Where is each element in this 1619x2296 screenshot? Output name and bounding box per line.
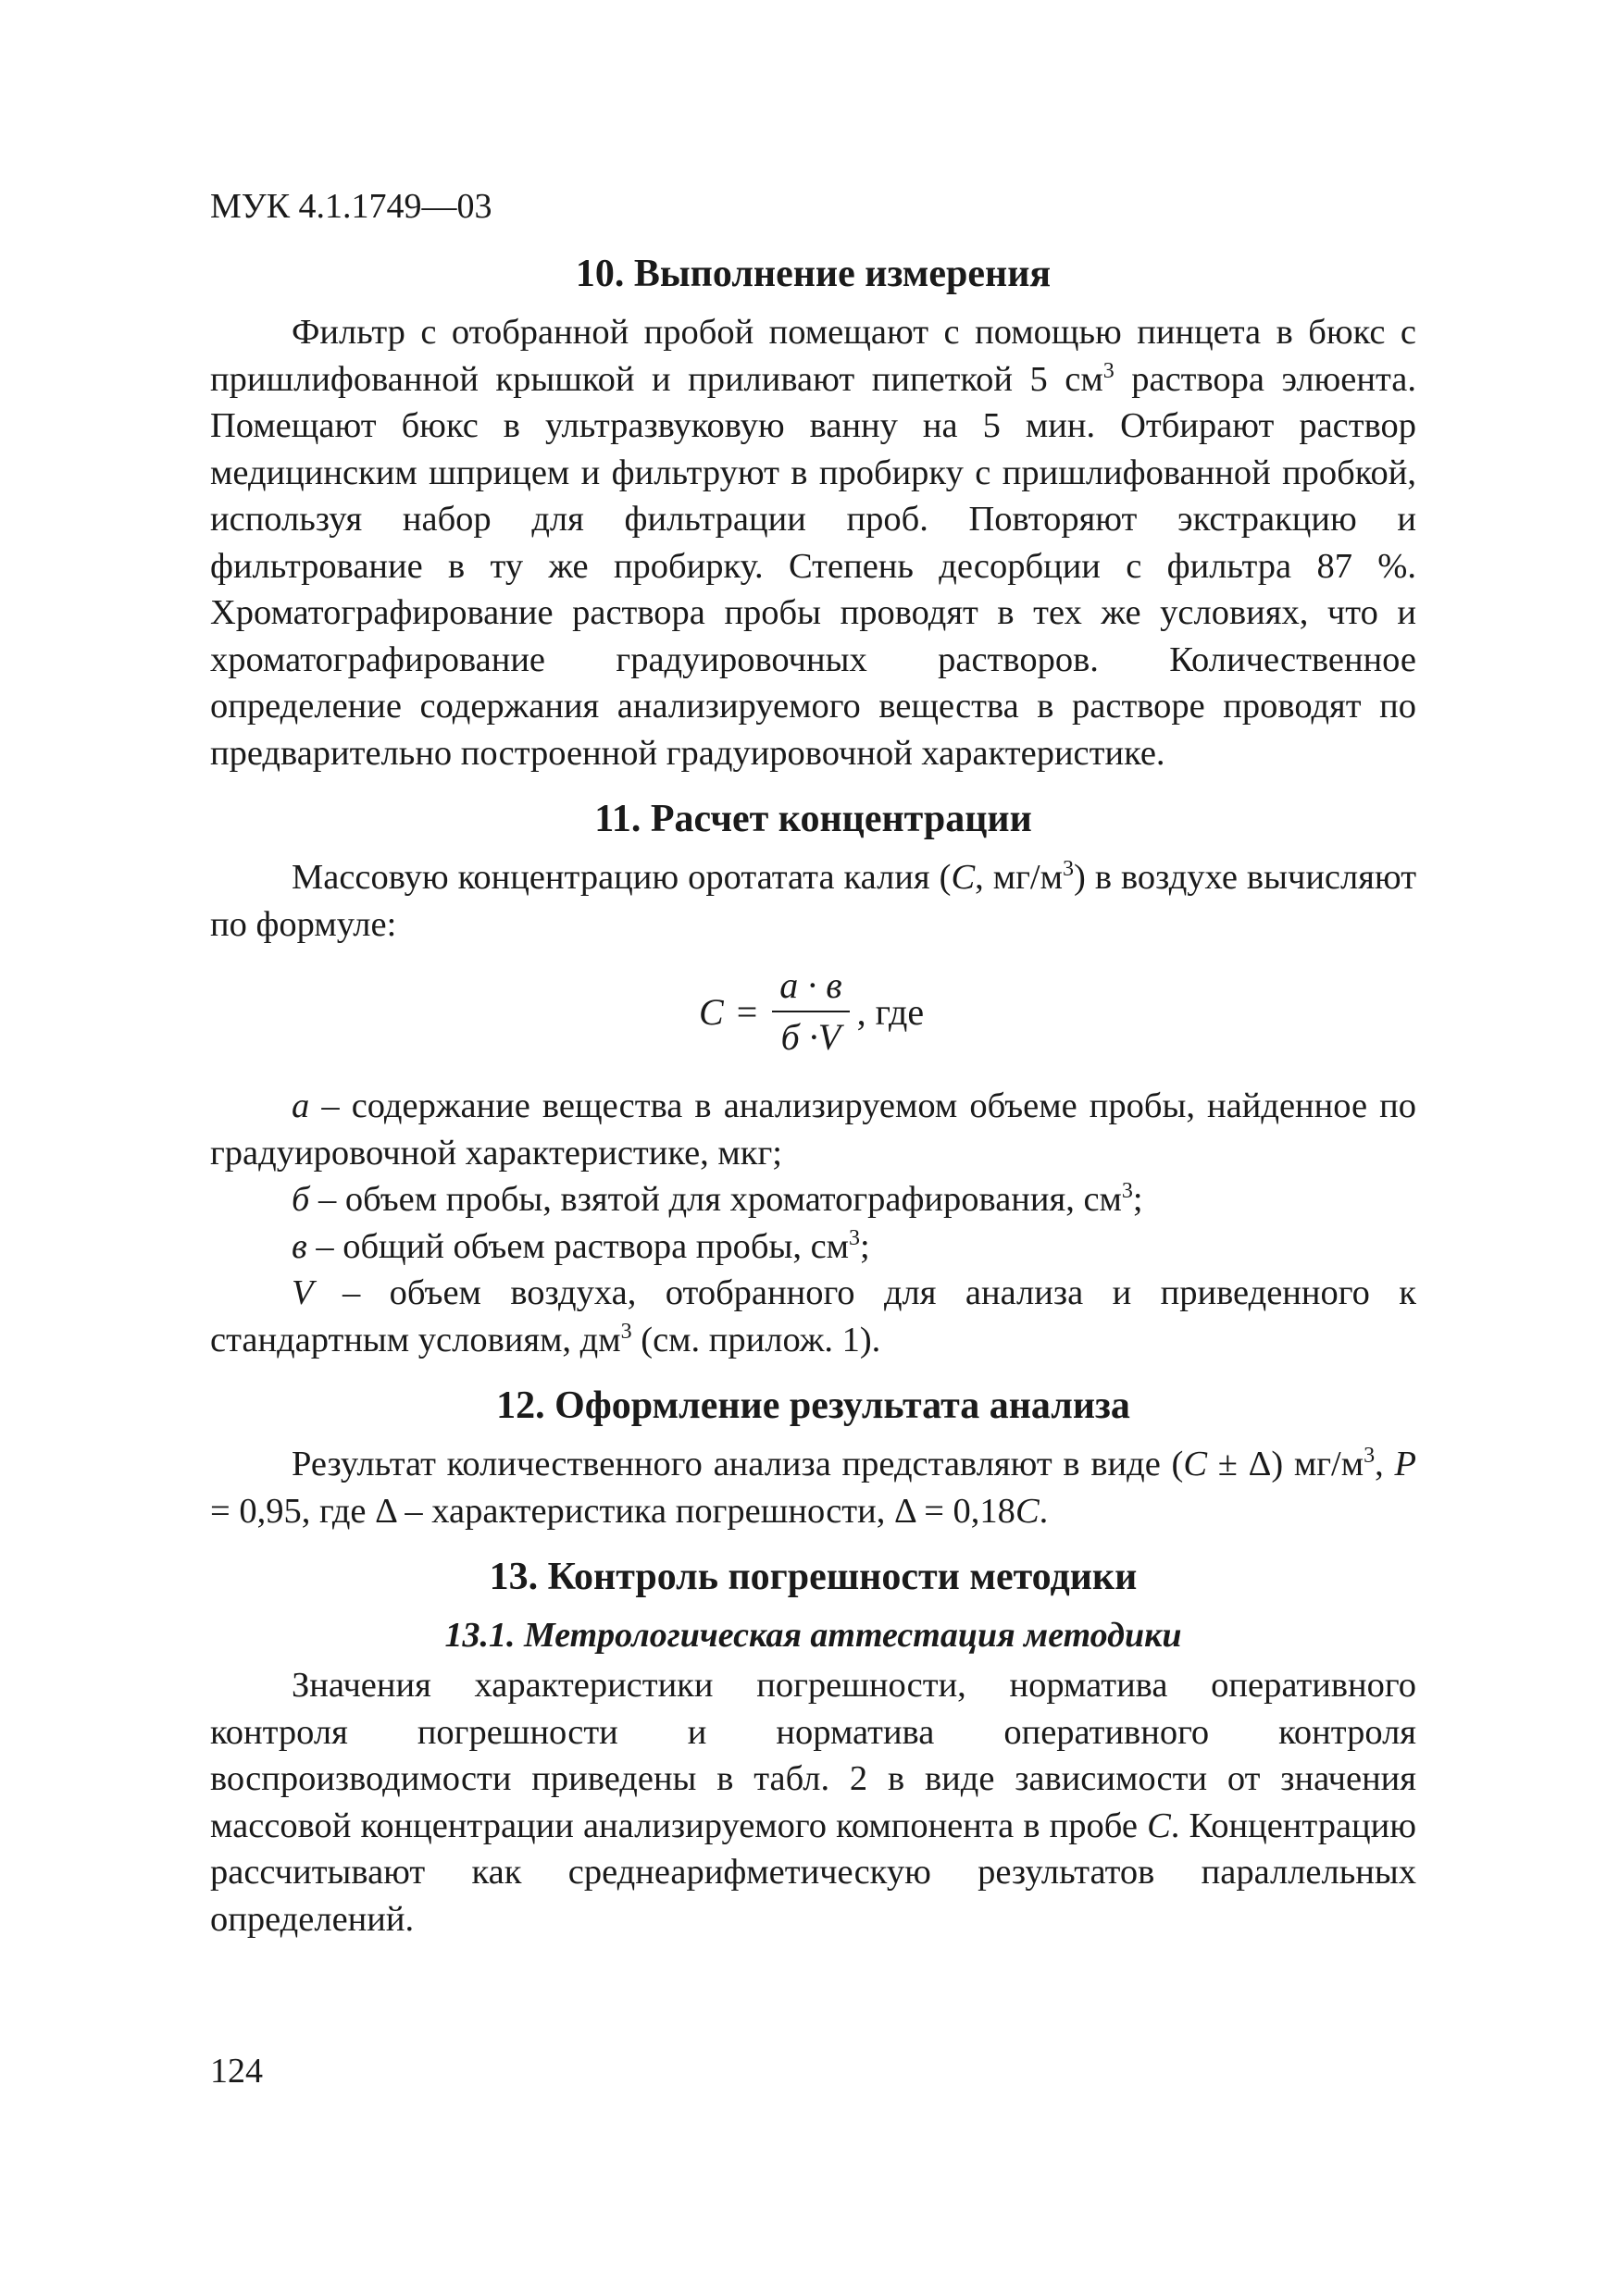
section-10-paragraph: Фильтр с отобранной пробой помещают с помощью пинцета в бюкс с пришлифованной крышкой и приливают пипеткой 5 $см^3$ раствора элюента. Помещают бюкс в ультразвуковую ванну на 5 мин. Отбирают раствор медицинским шприцем и фильтруют в пробирку с пришлифованной пробкой, используя набор для фильтрации проб. Повторяют экстракцию и фильтрование в ту же пробирку. Степень десорбции с фильтра 87 %. Хроматографирование раствора пробы проводят в тех же условиях, что и хроматографирование градуировочных растворов. Количественное определение содержания анализируемого вещества в растворе проводят по предварительно построенной градуировочной характеристике. xyxy=(210,313,1417,773)
section-12-paragraph: Результат количественного анализа представляют в виде (С ± Δ) $мг/м^3$, Р = 0,95, где Δ – характеристика погрешности, Δ = 0,18С. xyxy=(210,1444,1416,1531)
section-11-title: 11. Расчет концентрации xyxy=(594,798,1032,840)
concentration-formula xyxy=(210,955,1416,1077)
page-number: 124 xyxy=(210,2052,263,2091)
formula-numerator: а · в xyxy=(779,964,842,1006)
document-code: МУК 4.1.1749—03 xyxy=(210,187,492,226)
formula-where: , где xyxy=(856,990,925,1033)
formula-denominator: б ·V xyxy=(780,1016,841,1058)
section-10-title: 10. Выполнение измерения xyxy=(575,253,1052,295)
section-11-intro: Массовую концентрацию оротатата калия (С, $мг/м^3$) в воздухе вычисляют по формуле: xyxy=(210,857,1417,944)
definition-a: а – содержание вещества в анализируемом объеме пробы, найденное по градуировочной характеристике, мкг; xyxy=(210,1086,1416,1173)
section-13-paragraph: Значения характеристики погрешности, норматива оперативного контроля погрешности и норматива оперативного контроля воспроизводимости приведены в табл. 2 в виде зависимости от значения массовой концентрации анализируемого компонента в пробе С. Концентрацию рассчитывают как среднеарифметическую результатов параллельных определений. xyxy=(210,1666,1417,1939)
definition-b: б – объем пробы, взятой для хроматографирования, $см^3$; xyxy=(292,1179,1143,1219)
definition-v: в – общий объем раствора пробы, $см^3$; xyxy=(292,1225,870,1266)
formula-equals: = xyxy=(736,990,758,1033)
definition-air-volume: V – объем воздуха, отобранного для анализа и приведенного к стандартным условиям, $дм^3$ (см. прилож. 1). xyxy=(210,1273,1416,1359)
section-13-1-subtitle: 13.1. Метрологическая аттестация методики xyxy=(444,1616,1182,1655)
formula-fraction xyxy=(772,964,849,1059)
document-page xyxy=(210,185,1416,1942)
section-12-title: 12. Оформление результата анализа xyxy=(496,1384,1130,1427)
formula-lhs: С xyxy=(699,990,724,1033)
section-13-title: 13. Контроль погрешности методики xyxy=(489,1556,1138,1598)
